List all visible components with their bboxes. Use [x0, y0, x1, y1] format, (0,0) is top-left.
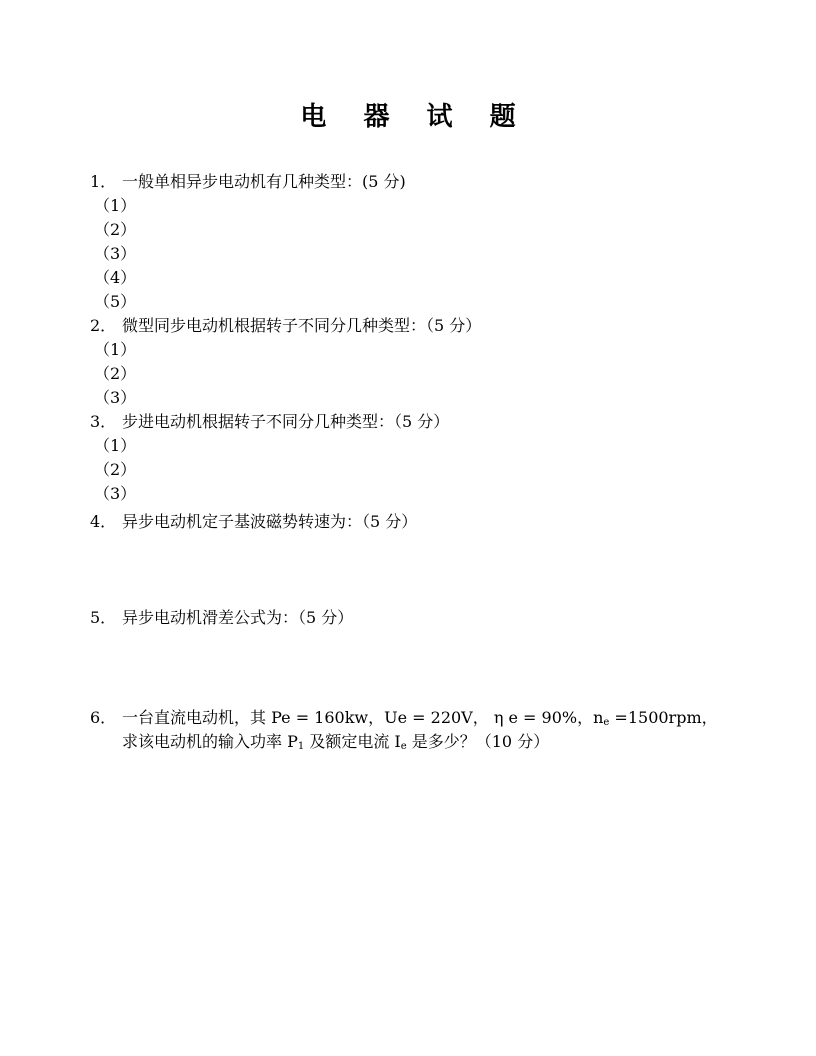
subscript: e [603, 717, 610, 728]
question-number: 3． [90, 412, 117, 431]
answer-item: （1） [94, 436, 137, 455]
question-text: 及额定电流 I [304, 732, 401, 751]
question-text: 异步电动机滑差公式为：（5 分） [122, 608, 354, 627]
question-6 [90, 706, 718, 730]
question-number: 2． [90, 316, 117, 335]
question-text: 是多少？（10 分） [406, 732, 550, 751]
question-text: =1500rpm， [609, 708, 718, 727]
question-5 [90, 606, 353, 630]
question-1 [90, 170, 406, 194]
question-number: 5． [90, 608, 117, 627]
page-title: 电 器 试 题 [300, 102, 530, 132]
answer-item: （2） [94, 364, 137, 383]
answer-item: （3） [94, 388, 137, 407]
answer-item: （1） [94, 196, 137, 215]
question-6-continuation [122, 730, 549, 754]
answer-item: （3） [94, 484, 137, 503]
question-text: 微型同步电动机根据转子不同分几种类型：（5 分） [122, 316, 482, 335]
subscript: e [400, 741, 407, 752]
subscript: 1 [297, 741, 305, 752]
question-text: 步进电动机根据转子不同分几种类型：（5 分） [122, 412, 450, 431]
question-4 [90, 510, 417, 534]
answer-item: （1） [94, 340, 137, 359]
answer-item: （3） [94, 244, 137, 263]
answer-item: （2） [94, 220, 137, 239]
answer-item: （5） [94, 292, 137, 311]
question-text: 异步电动机定子基波磁势转速为：（5 分） [122, 512, 418, 531]
question-text: 一般单相异步电动机有几种类型：(5 分) [122, 172, 406, 191]
question-2 [90, 314, 481, 338]
answer-item: （2） [94, 460, 137, 479]
question-text: 求该电动机的输入功率 P [122, 732, 298, 751]
question-number: 4． [90, 512, 117, 531]
answer-item: （4） [94, 268, 137, 287]
question-number: 1． [90, 172, 117, 191]
question-number: 6． [90, 708, 117, 727]
question-text: 一台直流电动机，其 Pe = 160kw，Ue = 220V， η e = 90%，n [122, 708, 604, 727]
question-3 [90, 410, 449, 434]
